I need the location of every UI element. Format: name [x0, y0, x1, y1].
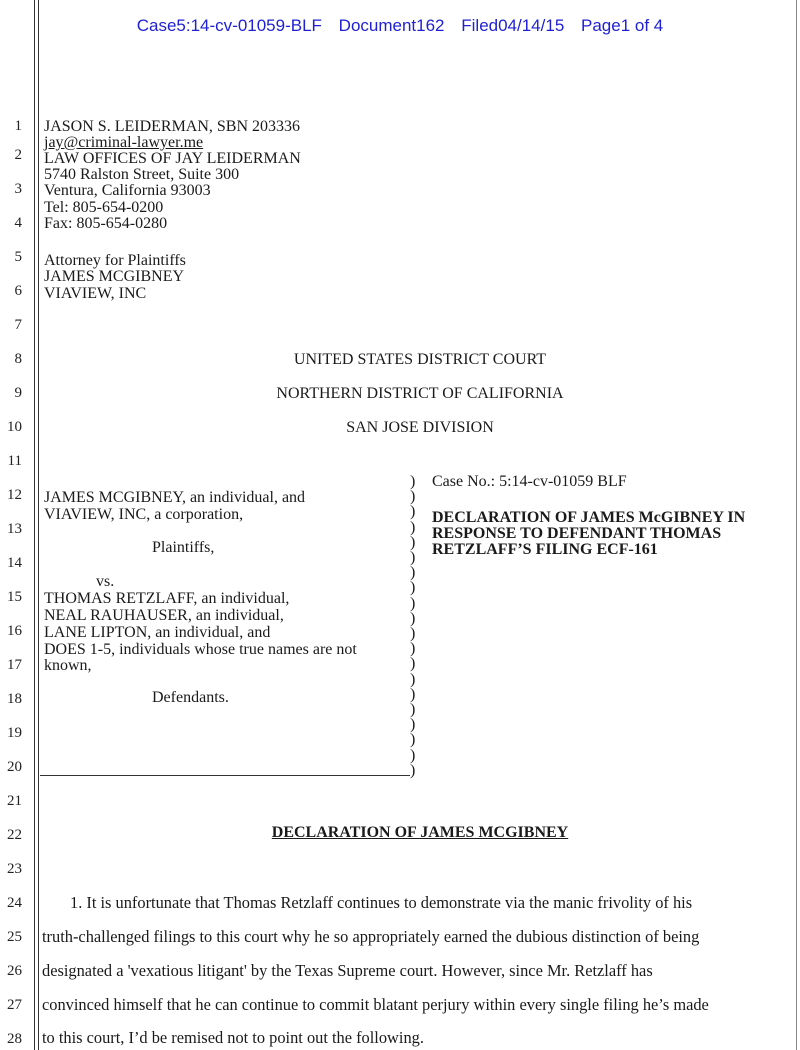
line-number: 15: [7, 589, 22, 605]
body-line: convinced himself that he can continue to commit blatant perjury within every single filing he’s made: [42, 995, 709, 1014]
firm-street: 5740 Ralston Street, Suite 300: [44, 166, 240, 183]
page-indicator: Page1 of 4: [581, 16, 664, 35]
line-number: 2: [14, 147, 22, 163]
left-margin-rule: [34, 0, 35, 1050]
line-number: 16: [7, 623, 22, 639]
firm-fax: Fax: 805-654-0280: [44, 215, 168, 232]
body-line: to this court, I’d be remised not to point out the following.: [42, 1028, 424, 1047]
firm-city: Ventura, California 93003: [44, 182, 211, 199]
right-margin-rule: [796, 0, 797, 1050]
line-number: 20: [7, 759, 22, 775]
firm-tel: Tel: 805-654-0200: [44, 199, 164, 216]
plaintiffs-label: Plaintiffs,: [152, 539, 215, 556]
document-number: Document162: [338, 16, 445, 35]
line-number: 27: [7, 997, 22, 1013]
firm-name: LAW OFFICES OF JAY LEIDERMAN: [44, 150, 301, 167]
plaintiff-2: VIAVIEW, INC, a corporation,: [44, 506, 244, 523]
line-number: 18: [7, 691, 22, 707]
court-division: SAN JOSE DIVISION: [346, 419, 494, 436]
line-number: 4: [14, 215, 22, 231]
court-name: UNITED STATES DISTRICT COURT: [293, 351, 547, 368]
line-number: 22: [7, 827, 22, 843]
filed-date: Filed04/14/15: [461, 16, 565, 35]
document-title-1: DECLARATION OF JAMES McGIBNEY IN: [432, 509, 746, 526]
line-number: 25: [7, 929, 22, 945]
line-number: 8: [14, 351, 22, 367]
caption-rule: [40, 775, 410, 776]
document-title-3: RETZLAFF’S FILING ECF-161: [432, 541, 658, 558]
caption-bracket: ) ) ) ) ) ) ) ) ) ) ) ) ) ) ) ) ) ) ) ): [410, 473, 416, 779]
line-number: 19: [7, 725, 22, 741]
declaration-title: DECLARATION OF JAMES MCGIBNEY: [271, 824, 569, 841]
line-number: 6: [14, 283, 22, 299]
line-number: 3: [14, 181, 22, 197]
line-number: 23: [7, 861, 22, 877]
defendant-5: known,: [44, 657, 92, 674]
attorney-role: Attorney for Plaintiffs: [44, 252, 186, 269]
line-number: 13: [7, 521, 22, 537]
line-number: 14: [7, 555, 22, 571]
defendants-label: Defendants.: [152, 689, 229, 706]
versus: vs.: [96, 573, 115, 590]
left-margin-rule-inner: [38, 0, 39, 1050]
line-number: 24: [7, 895, 22, 911]
court-district: NORTHERN DISTRICT OF CALIFORNIA: [276, 385, 564, 402]
defendant-2: NEAL RAUHAUSER, an individual,: [44, 607, 284, 624]
line-number: 9: [14, 385, 22, 401]
defendant-4: DOES 1-5, individuals whose true names are not: [44, 641, 357, 658]
defendant-3: LANE LIPTON, an individual, and: [44, 624, 271, 641]
plaintiff-1: JAMES MCGIBNEY, an individual, and: [44, 489, 306, 506]
attorney-name: JASON S. LEIDERMAN, SBN 203336: [44, 118, 301, 135]
line-number: 11: [7, 453, 22, 469]
document-title-2: RESPONSE TO DEFENDANT THOMAS: [432, 525, 722, 542]
line-number: 26: [7, 963, 22, 979]
defendant-1: THOMAS RETZLAFF, an individual,: [44, 590, 290, 607]
line-number: 21: [7, 793, 22, 809]
attorney-email[interactable]: jay@criminal-lawyer.me: [44, 134, 204, 151]
case-number: Case5:14-cv-01059-BLF: [136, 16, 322, 35]
ecf-header: [0, 16, 800, 36]
line-number: 1: [14, 118, 22, 134]
client-name-1: JAMES MCGIBNEY: [44, 268, 185, 285]
client-name-2: VIAVIEW, INC: [44, 285, 147, 302]
case-number-label: Case No.: 5:14-cv-01059 BLF: [432, 473, 627, 490]
line-number: 17: [7, 657, 22, 673]
line-number: 7: [14, 317, 22, 333]
body-line: designated a 'vexatious litigant' by the Texas Supreme court. However, since Mr. Retzlaff has: [42, 961, 653, 980]
body-line: truth-challenged filings to this court why he so appropriately earned the dubious distinction of being: [42, 927, 700, 946]
line-number: 10: [7, 419, 22, 435]
body-line: 1. It is unfortunate that Thomas Retzlaff continues to demonstrate via the manic frivolity of his: [70, 893, 693, 912]
line-number: 28: [7, 1031, 22, 1047]
line-number: 12: [7, 487, 22, 503]
line-number: 5: [14, 249, 22, 265]
